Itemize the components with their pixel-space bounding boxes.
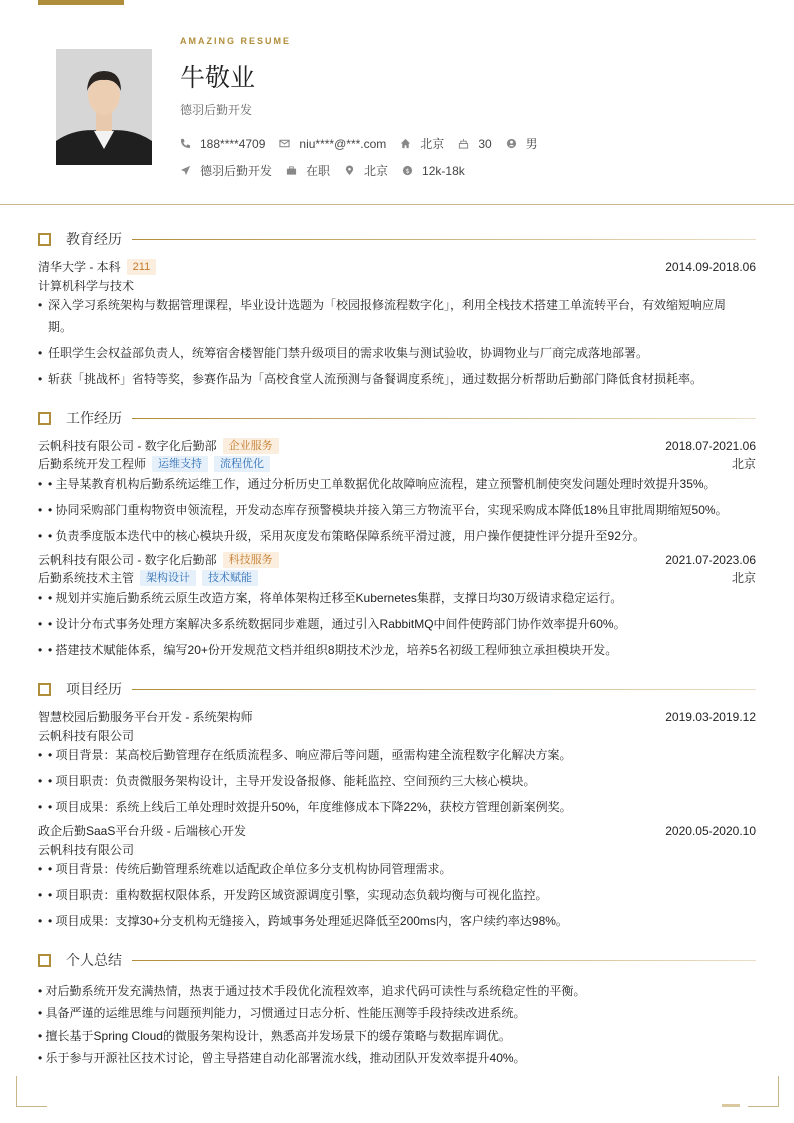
project-bullet: • • 项目成果：支撑30+分支机构无缝接入，跨域事务处理延迟降低至200ms内，客户续约率达98%。 bbox=[38, 910, 748, 932]
salary-info: $ 12k-18k bbox=[402, 164, 465, 178]
age-info: 30 bbox=[458, 137, 491, 151]
corner-decoration bbox=[16, 1076, 47, 1107]
school-degree: 清华大学 - 本科 bbox=[38, 260, 121, 274]
job-date: 2021.07-2023.06 bbox=[665, 552, 756, 567]
job-bullet: • • 搭建技术赋能体系，编写20+份开发规范文档并组织8期技术沙龙，培养5名初级工程师独立承担模块开发。 bbox=[38, 639, 748, 661]
job-company: 云帆科技有限公司 - 数字化后勤部 bbox=[38, 439, 217, 453]
job-bullet: • • 负责季度版本迭代中的核心模块升级，采用灰度发布策略保障系统平滑过渡，用户操作便捷性评分提升至92分。 bbox=[38, 525, 748, 547]
person-icon bbox=[506, 138, 517, 149]
company-tag: 科技服务 bbox=[223, 552, 279, 568]
section-title: 工作经历 bbox=[66, 410, 122, 426]
project-name: 政企后勤SaaS平台升级 - 后端核心开发 bbox=[38, 824, 247, 838]
section-title: 教育经历 bbox=[66, 231, 122, 247]
job-bullet: • • 主导某教育机构后勤系统运维工作，通过分析历史工单数据优化故障响应流程，建立预警机制使突发问题处理时效提升35%。 bbox=[38, 473, 748, 495]
section-square-icon bbox=[38, 233, 51, 246]
job-company-row bbox=[38, 551, 756, 568]
job-role: 后勤系统技术主管 bbox=[38, 571, 135, 585]
profile-photo bbox=[56, 49, 152, 165]
project-bullet: • • 项目职责：负责微服务架构设计，主导开发设备报修、能耗监控、空间预约三大核心模块。 bbox=[38, 770, 748, 792]
company-tag: 企业服务 bbox=[223, 438, 279, 454]
location-pin-icon bbox=[344, 165, 355, 176]
education-bullet: • 斩获「挑战杯」省特等奖，参赛作品为「高校食堂人流预测与备餐调度系统」，通过数据分析帮助后勤部门降低食材损耗率。 bbox=[38, 368, 748, 390]
money-icon bbox=[402, 165, 413, 176]
project-name-row bbox=[38, 822, 756, 839]
svg-text:$: $ bbox=[405, 166, 410, 175]
mail-icon bbox=[279, 138, 290, 149]
summary-line: • 乐于参与开源社区技术讨论，曾主导搭建自动化部署流水线，推动团队开发效率提升40%。 bbox=[38, 1051, 526, 1065]
job-date: 2018.07-2021.06 bbox=[665, 438, 756, 453]
work-section-header bbox=[38, 409, 756, 427]
school-tag: 211 bbox=[127, 259, 157, 275]
project-date: 2019.03-2019.12 bbox=[665, 709, 756, 724]
status-info: 在职 bbox=[286, 162, 330, 179]
job-bullet: • • 规划并实施后勤系统云原生改造方案，将单体架构迁移至Kubernetes集群，支撑日均30万级请求稳定运行。 bbox=[38, 587, 748, 609]
education-bullet: • 深入学习系统架构与数据管理课程，毕业设计选题为「校园报修流程数字化」，利用全栈技术搭建工单流转平台，有效缩短响应周 期。 bbox=[38, 294, 748, 338]
section-title: 个人总结 bbox=[66, 952, 122, 968]
cake-icon bbox=[458, 138, 469, 149]
job-role-row bbox=[38, 569, 756, 586]
section-square-icon bbox=[38, 683, 51, 696]
summary-line: • 对后勤系统开发充满热情，热衷于通过技术手段优化流程效率，追求代码可读性与系统稳定性的平衡。 bbox=[38, 984, 586, 998]
education-school-row bbox=[38, 258, 756, 275]
project-date: 2020.05-2020.10 bbox=[665, 823, 756, 838]
summary-section-header bbox=[38, 951, 756, 969]
project-bullet: • • 项目成果：系统上线后工单处理时效提升50%，年度维修成本下降22%，获校方管理创新案例奖。 bbox=[38, 796, 748, 818]
projects-section-header bbox=[38, 680, 756, 698]
city-info: 北京 bbox=[400, 135, 444, 152]
education-section-header bbox=[38, 230, 756, 248]
project-company: 云帆科技有限公司 bbox=[38, 729, 135, 743]
section-title: 项目经历 bbox=[66, 681, 122, 697]
email-info: niu****@***.com bbox=[279, 137, 386, 151]
education-date: 2014.09-2018.06 bbox=[665, 259, 756, 274]
role-tag: 运维支持 bbox=[152, 456, 208, 472]
section-divider bbox=[132, 960, 756, 961]
footer-accent-bar bbox=[722, 1104, 740, 1107]
section-divider bbox=[132, 418, 756, 419]
job-location: 北京 bbox=[731, 457, 756, 471]
brand-label: AMAZING RESUME bbox=[180, 36, 291, 46]
section-square-icon bbox=[38, 412, 51, 425]
corner-decoration bbox=[748, 1076, 779, 1107]
education-bullet: • 任职学生会权益部负责人，统筹宿舍楼智能门禁升级项目的需求收集与测试验收，协调物业与厂商完成落地部署。 bbox=[38, 342, 748, 364]
role-tag: 架构设计 bbox=[140, 570, 196, 586]
resume-header bbox=[0, 0, 794, 205]
contact-info-row bbox=[180, 135, 552, 152]
project-bullet: • • 项目背景：某高校后勤管理存在纸质流程多、响应滞后等问题，亟需构建全流程数字化解决方案。 bbox=[38, 744, 748, 766]
section-square-icon bbox=[38, 954, 51, 967]
home-icon bbox=[400, 138, 411, 149]
section-divider bbox=[132, 689, 756, 690]
project-name-row bbox=[38, 708, 756, 725]
person-name: 牛敬业 bbox=[180, 64, 256, 92]
job-company: 云帆科技有限公司 - 数字化后勤部 bbox=[38, 553, 217, 567]
education-major: 计算机科学与技术 bbox=[38, 279, 135, 293]
role-tag: 技术赋能 bbox=[202, 570, 258, 586]
project-bullet: • • 项目职责：重构数据权限体系，开发跨区域资源调度引擎，实现动态负载均衡与可视化监控。 bbox=[38, 884, 748, 906]
job-company-row bbox=[38, 437, 756, 454]
job-intent: 德羽后勤开发 bbox=[180, 103, 253, 117]
phone-info: 188****4709 bbox=[180, 137, 265, 151]
briefcase-icon bbox=[286, 165, 297, 176]
gender-info: 男 bbox=[506, 135, 538, 152]
summary-line: • 擅长基于Spring Cloud的微服务架构设计，熟悉高并发场景下的缓存策略与数据库调优。 bbox=[38, 1029, 511, 1043]
send-icon bbox=[180, 165, 191, 176]
project-bullet: • • 项目背景：传统后勤管理系统难以适配政企单位多分支机构协同管理需求。 bbox=[38, 858, 748, 880]
section-divider bbox=[132, 239, 756, 240]
target-position-info: 德羽后勤开发 bbox=[180, 162, 272, 179]
summary-line: • 具备严谨的运维思维与问题预判能力，习惯通过日志分析、性能压测等手段持续改进系统。 bbox=[38, 1006, 526, 1020]
job-role-row bbox=[38, 455, 756, 472]
work-city-info: 北京 bbox=[344, 162, 388, 179]
job-bullet: • • 协同采购部门重构物资申领流程，开发动态库存预警模块并接入第三方物流平台，实现采购成本降低18%且审批周期缩短50%。 bbox=[38, 499, 748, 521]
job-bullet: • • 设计分布式事务处理方案解决多系统数据同步难题，通过引入RabbitMQ中间件使跨部门协作效率提升60%。 bbox=[38, 613, 748, 635]
job-role: 后勤系统开发工程师 bbox=[38, 457, 147, 471]
job-info-row bbox=[180, 162, 479, 179]
project-name: 智慧校园后勤服务平台开发 - 系统架构师 bbox=[38, 710, 253, 724]
job-location: 北京 bbox=[731, 571, 756, 585]
project-company: 云帆科技有限公司 bbox=[38, 843, 135, 857]
phone-icon bbox=[180, 138, 191, 149]
role-tag: 流程优化 bbox=[214, 456, 270, 472]
